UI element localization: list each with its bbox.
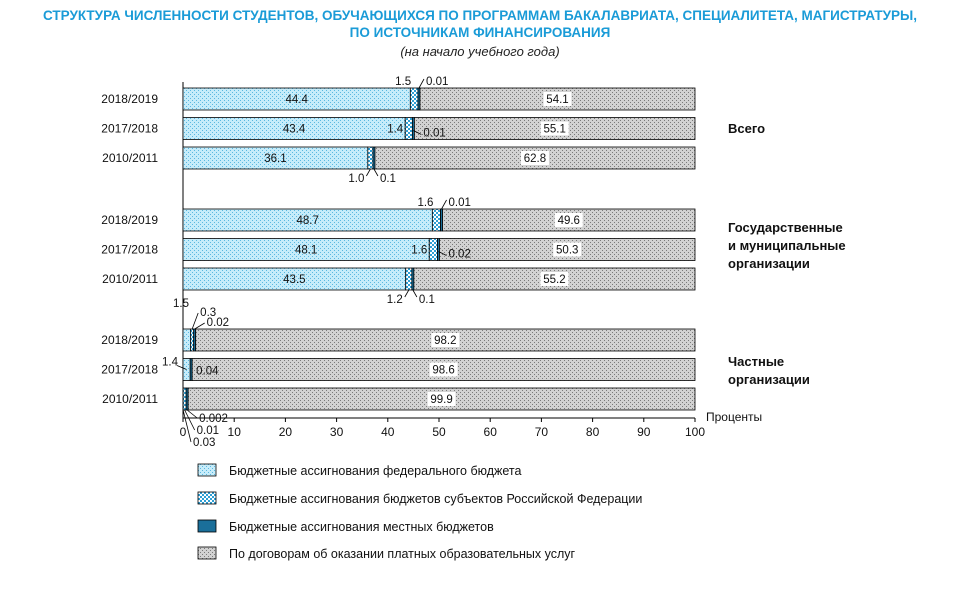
data-label-local: 0.1 [379,173,396,185]
data-label-federal: 0.03 [193,437,216,449]
data-label-local: 0.02 [448,248,471,261]
bar-segment-regional [429,239,437,261]
x-tick-label: 70 [534,425,549,439]
leader-line [405,290,409,297]
y-tick-label: 2018/2019 [101,213,158,227]
data-label-paid: 49.6 [557,215,580,227]
legend-label-regional: Бюджетные ассигнования бюджетов субъектов Российской Федерации [229,492,643,506]
data-label-local: 0.01 [426,76,449,88]
legend-label-paid: По договорам об оказании платных образовательных услуг [229,547,576,561]
legend-label-local: Бюджетные ассигнования местных бюджетов [229,520,494,534]
leader-line [195,323,205,329]
data-label-federal: 43.4 [282,123,306,136]
y-tick-label: 2017/2018 [101,362,158,377]
bar-segment-regional [368,147,373,169]
group-label: Всего [728,121,766,136]
leader-line [192,313,198,329]
x-tick-label: 30 [329,425,344,439]
data-label-local: 0.1 [418,294,435,306]
y-tick-label: 2010/2011 [102,392,158,406]
x-tick-label: 100 [684,425,706,439]
data-label-federal: 48.7 [296,215,319,227]
data-label-local: 0.002 [199,413,228,425]
x-tick-label: 60 [483,425,497,439]
legend-label-federal: Бюджетные ассигнования федерального бюджета [229,464,522,478]
data-label-regional: 1.0 [348,173,365,185]
group-labels-layer [728,121,846,387]
y-tick-label: 2010/2011 [102,272,158,286]
legend-swatch-federal [198,464,216,476]
data-label-local: 0.02 [206,317,230,329]
legend-swatch-local [198,520,216,532]
data-label-paid: 62.8 [523,153,547,165]
bar-segment-federal [183,329,191,351]
data-label-regional: 1.4 [387,123,404,136]
data-label-local: 0.01 [448,197,471,209]
legend-swatch-regional [198,492,216,504]
chart-title-line-1: СТРУКТУРА ЧИСЛЕННОСТИ СТУДЕНТОВ, ОБУЧАЮЩИХСЯ ПО ПРОГРАММАМ БАКАЛАВРИАТА, СПЕЦИАЛИТЕТА, МАГИСТРАТУРЫ, [42,8,918,23]
x-tick-label: 0 [179,425,187,439]
data-label-federal: 43.5 [283,274,306,286]
data-label-local: 0.04 [196,365,219,378]
bar-segment-regional [406,268,412,290]
bar-segment-regional [405,118,412,140]
legend-swatch-paid [198,547,216,559]
x-tick-label: 20 [278,425,293,439]
x-tick-label: 40 [381,425,395,439]
group-label: организации [728,372,810,387]
y-tick-label: 2017/2018 [101,242,158,257]
bar-segment-regional [183,388,186,410]
group-label: и муниципальные [728,238,846,253]
y-tick-label: 2018/2019 [101,333,158,347]
data-label-paid: 55.1 [543,123,566,136]
leader-line [187,410,197,418]
leader-line [442,200,447,209]
bar-segment-regional [191,329,194,351]
x-tick-label: 50 [432,425,446,439]
y-tick-label: 2010/2011 [102,151,158,165]
data-label-regional: 1.6 [411,244,428,257]
data-label-federal: 44.4 [285,94,308,106]
data-label-regional: 1.6 [417,197,434,209]
bar-segment-regional [410,88,418,110]
x-axis-label: Проценты [706,410,763,424]
data-label-regional: 1.2 [386,294,403,306]
y-tick-label: 2018/2019 [101,92,158,106]
legend [198,464,642,561]
group-label: организации [728,256,810,271]
y-tick-label: 2017/2018 [101,121,158,136]
leader-line [413,290,417,297]
data-label-federal: 36.1 [264,153,287,165]
leader-line [374,169,378,176]
chart-title-line-2: ПО ИСТОЧНИКАМ ФИНАНСИРОВАНИЯ [349,25,611,40]
data-label-paid: 50.3 [556,244,579,257]
data-label-paid: 98.6 [432,364,455,377]
data-label-federal: 1.5 [173,298,189,310]
data-label-regional: 0.01 [196,425,220,437]
data-label-regional: 1.5 [395,76,412,88]
data-label-paid: 55.2 [543,274,566,286]
x-tick-label: 80 [585,425,600,439]
data-label-federal: 1.4 [162,356,178,369]
group-label: Частные [728,354,785,369]
data-label-paid: 98.2 [434,335,457,347]
chart-subtitle: (на начало учебного года) [400,44,560,59]
x-tick-label: 90 [637,425,651,439]
x-tick-label: 10 [227,425,241,439]
data-label-regional: 0.3 [200,307,217,319]
bar-segment-regional [432,209,440,231]
data-label-local: 0.01 [423,127,446,140]
group-label: Государственные [728,220,843,235]
data-label-federal: 48.1 [294,244,318,257]
leader-line [366,169,370,176]
data-label-paid: 54.1 [546,94,569,106]
leader-line [419,79,424,88]
data-label-paid: 99.9 [430,394,453,406]
